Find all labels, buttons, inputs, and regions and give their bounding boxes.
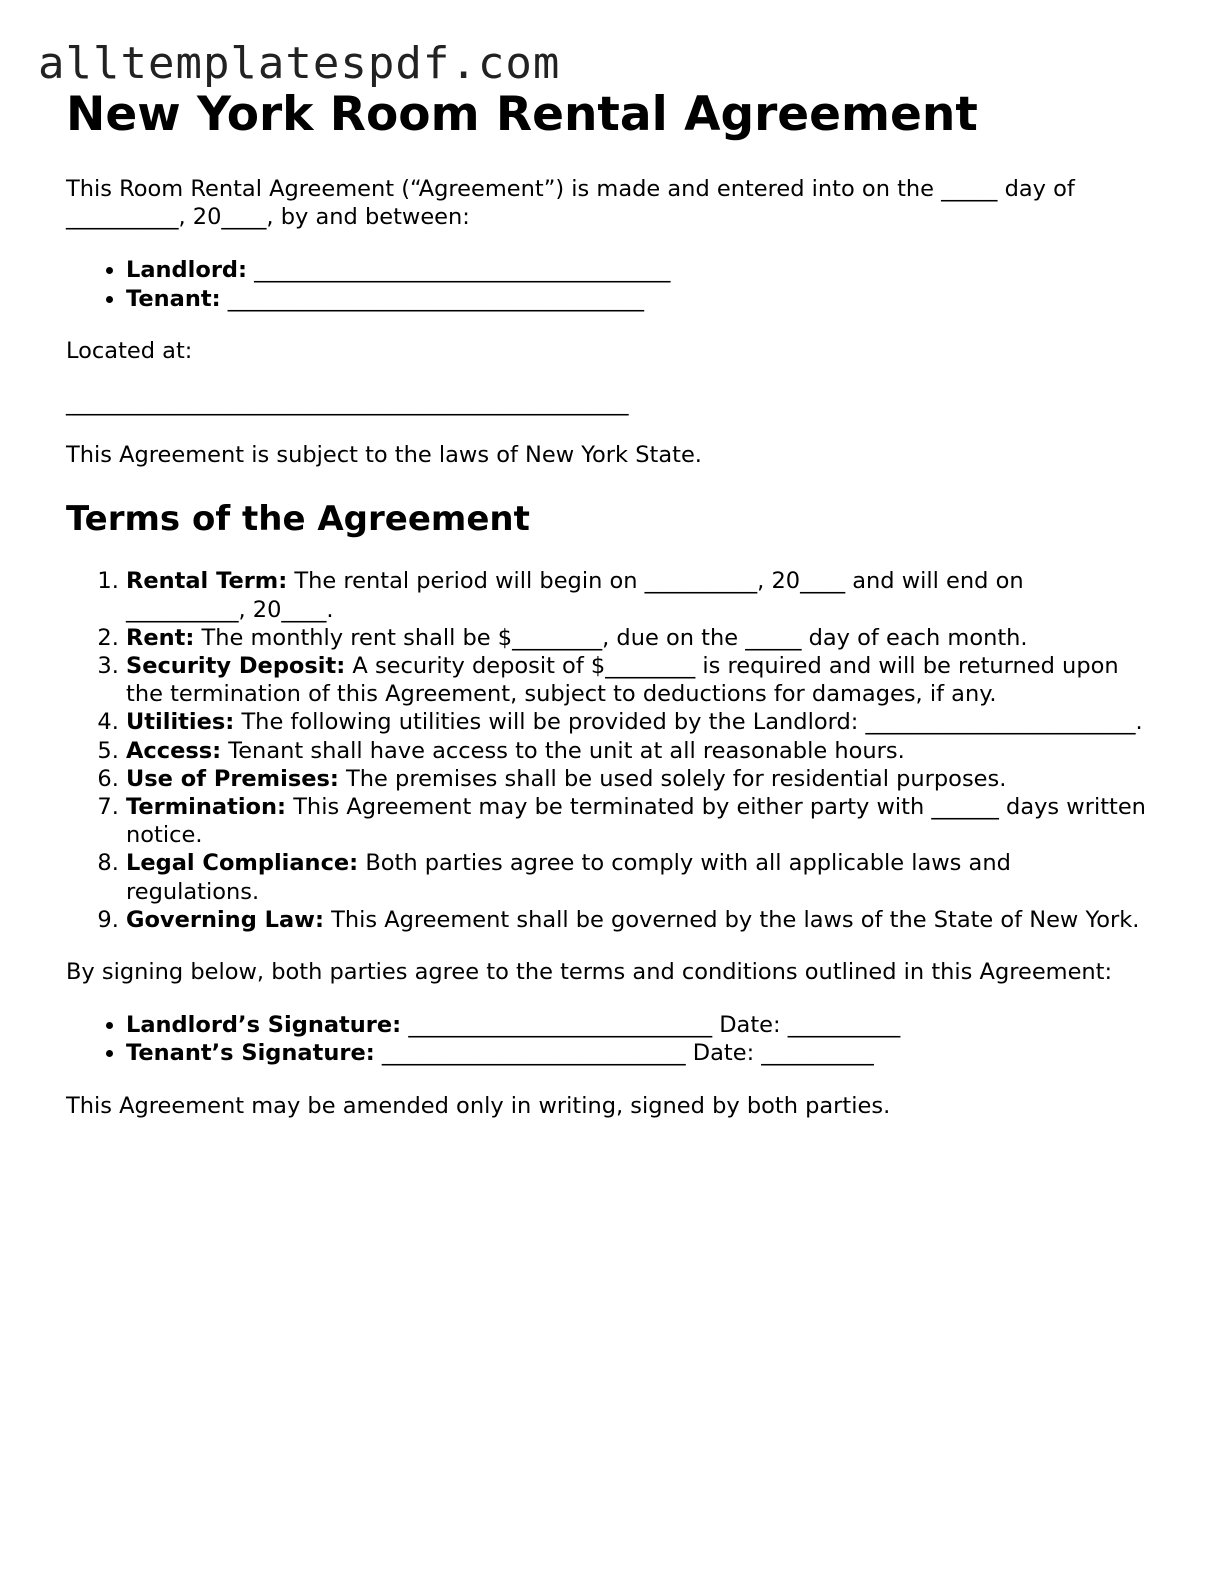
term-item xyxy=(126,765,1146,793)
signature-label: Landlord’s Signature: xyxy=(126,1012,402,1039)
term-label: Access: xyxy=(126,737,222,764)
intro-paragraph: This Room Rental Agreement (“Agreement”) is made and entered into on the _____ day of __________, 20____, by and between: xyxy=(66,176,1075,231)
term-item xyxy=(126,652,1146,708)
parties-list xyxy=(66,256,1146,312)
term-item xyxy=(126,708,1146,736)
signature-blank: ___________________________ xyxy=(381,1040,686,1067)
signature-blank: ___________________________ xyxy=(408,1012,713,1039)
signing-statement: By signing below, both parties agree to the terms and conditions outlined in this Agreement: xyxy=(66,959,1113,986)
party-label: Landlord: xyxy=(126,257,248,284)
party-blank: _____________________________________ xyxy=(227,285,644,312)
party-blank: _____________________________________ xyxy=(254,257,671,284)
term-item xyxy=(126,624,1146,652)
signature-date: Date: __________ xyxy=(719,1012,901,1039)
term-label: Use of Premises: xyxy=(126,765,339,792)
term-label: Termination: xyxy=(126,794,287,821)
signature-landlord xyxy=(126,1011,1146,1039)
term-label: Rent: xyxy=(126,624,195,651)
term-item xyxy=(126,793,1146,849)
term-text: A security deposit of $________ is required and will be returned upon the termination of this Agreement, subject to deductions for damages, if any. xyxy=(126,653,1119,708)
law-statement: This Agreement is subject to the laws of New York State. xyxy=(66,442,702,469)
term-text: The premises shall be used solely for residential purposes. xyxy=(346,765,1007,792)
signature-date: Date: __________ xyxy=(692,1040,874,1067)
term-text: This Agreement may be terminated by either party with ______ days written notice. xyxy=(126,794,1146,849)
term-item xyxy=(126,849,1146,905)
terms-heading: Terms of the Agreement xyxy=(66,499,530,540)
signature-list xyxy=(66,1011,1146,1067)
term-text: The rental period will begin on __________, 20____ and will end on __________, 20____. xyxy=(126,568,1024,623)
signature-tenant xyxy=(126,1039,1146,1067)
terms-list xyxy=(66,567,1146,934)
term-text: This Agreement shall be governed by the laws of the State of New York. xyxy=(331,906,1140,933)
term-label: Legal Compliance: xyxy=(126,850,359,877)
term-item xyxy=(126,737,1146,765)
term-label: Utilities: xyxy=(126,709,235,736)
watermark: alltemplatespdf.com xyxy=(38,38,561,89)
document-title: New York Room Rental Agreement xyxy=(66,87,978,142)
term-label: Security Deposit: xyxy=(126,653,346,680)
term-text: Tenant shall have access to the unit at all reasonable hours. xyxy=(228,737,905,764)
term-item xyxy=(126,906,1146,934)
party-tenant xyxy=(126,285,1146,313)
located-label: Located at: xyxy=(66,337,193,364)
party-label: Tenant: xyxy=(126,285,221,312)
term-label: Rental Term: xyxy=(126,568,288,595)
term-item xyxy=(126,567,1146,623)
address-blank: __________________________________________________ xyxy=(66,390,629,417)
party-landlord xyxy=(126,256,1146,284)
term-text: The following utilities will be provided by the Landlord: ________________________. xyxy=(241,709,1143,736)
signature-label: Tenant’s Signature: xyxy=(126,1040,375,1067)
term-label: Governing Law: xyxy=(126,906,324,933)
term-text: Both parties agree to comply with all applicable laws and regulations. xyxy=(126,850,1011,905)
document-page xyxy=(66,88,1146,1120)
term-text: The monthly rent shall be $________, due on the _____ day of each month. xyxy=(201,624,1028,651)
amendment-statement: This Agreement may be amended only in writing, signed by both parties. xyxy=(66,1092,891,1119)
